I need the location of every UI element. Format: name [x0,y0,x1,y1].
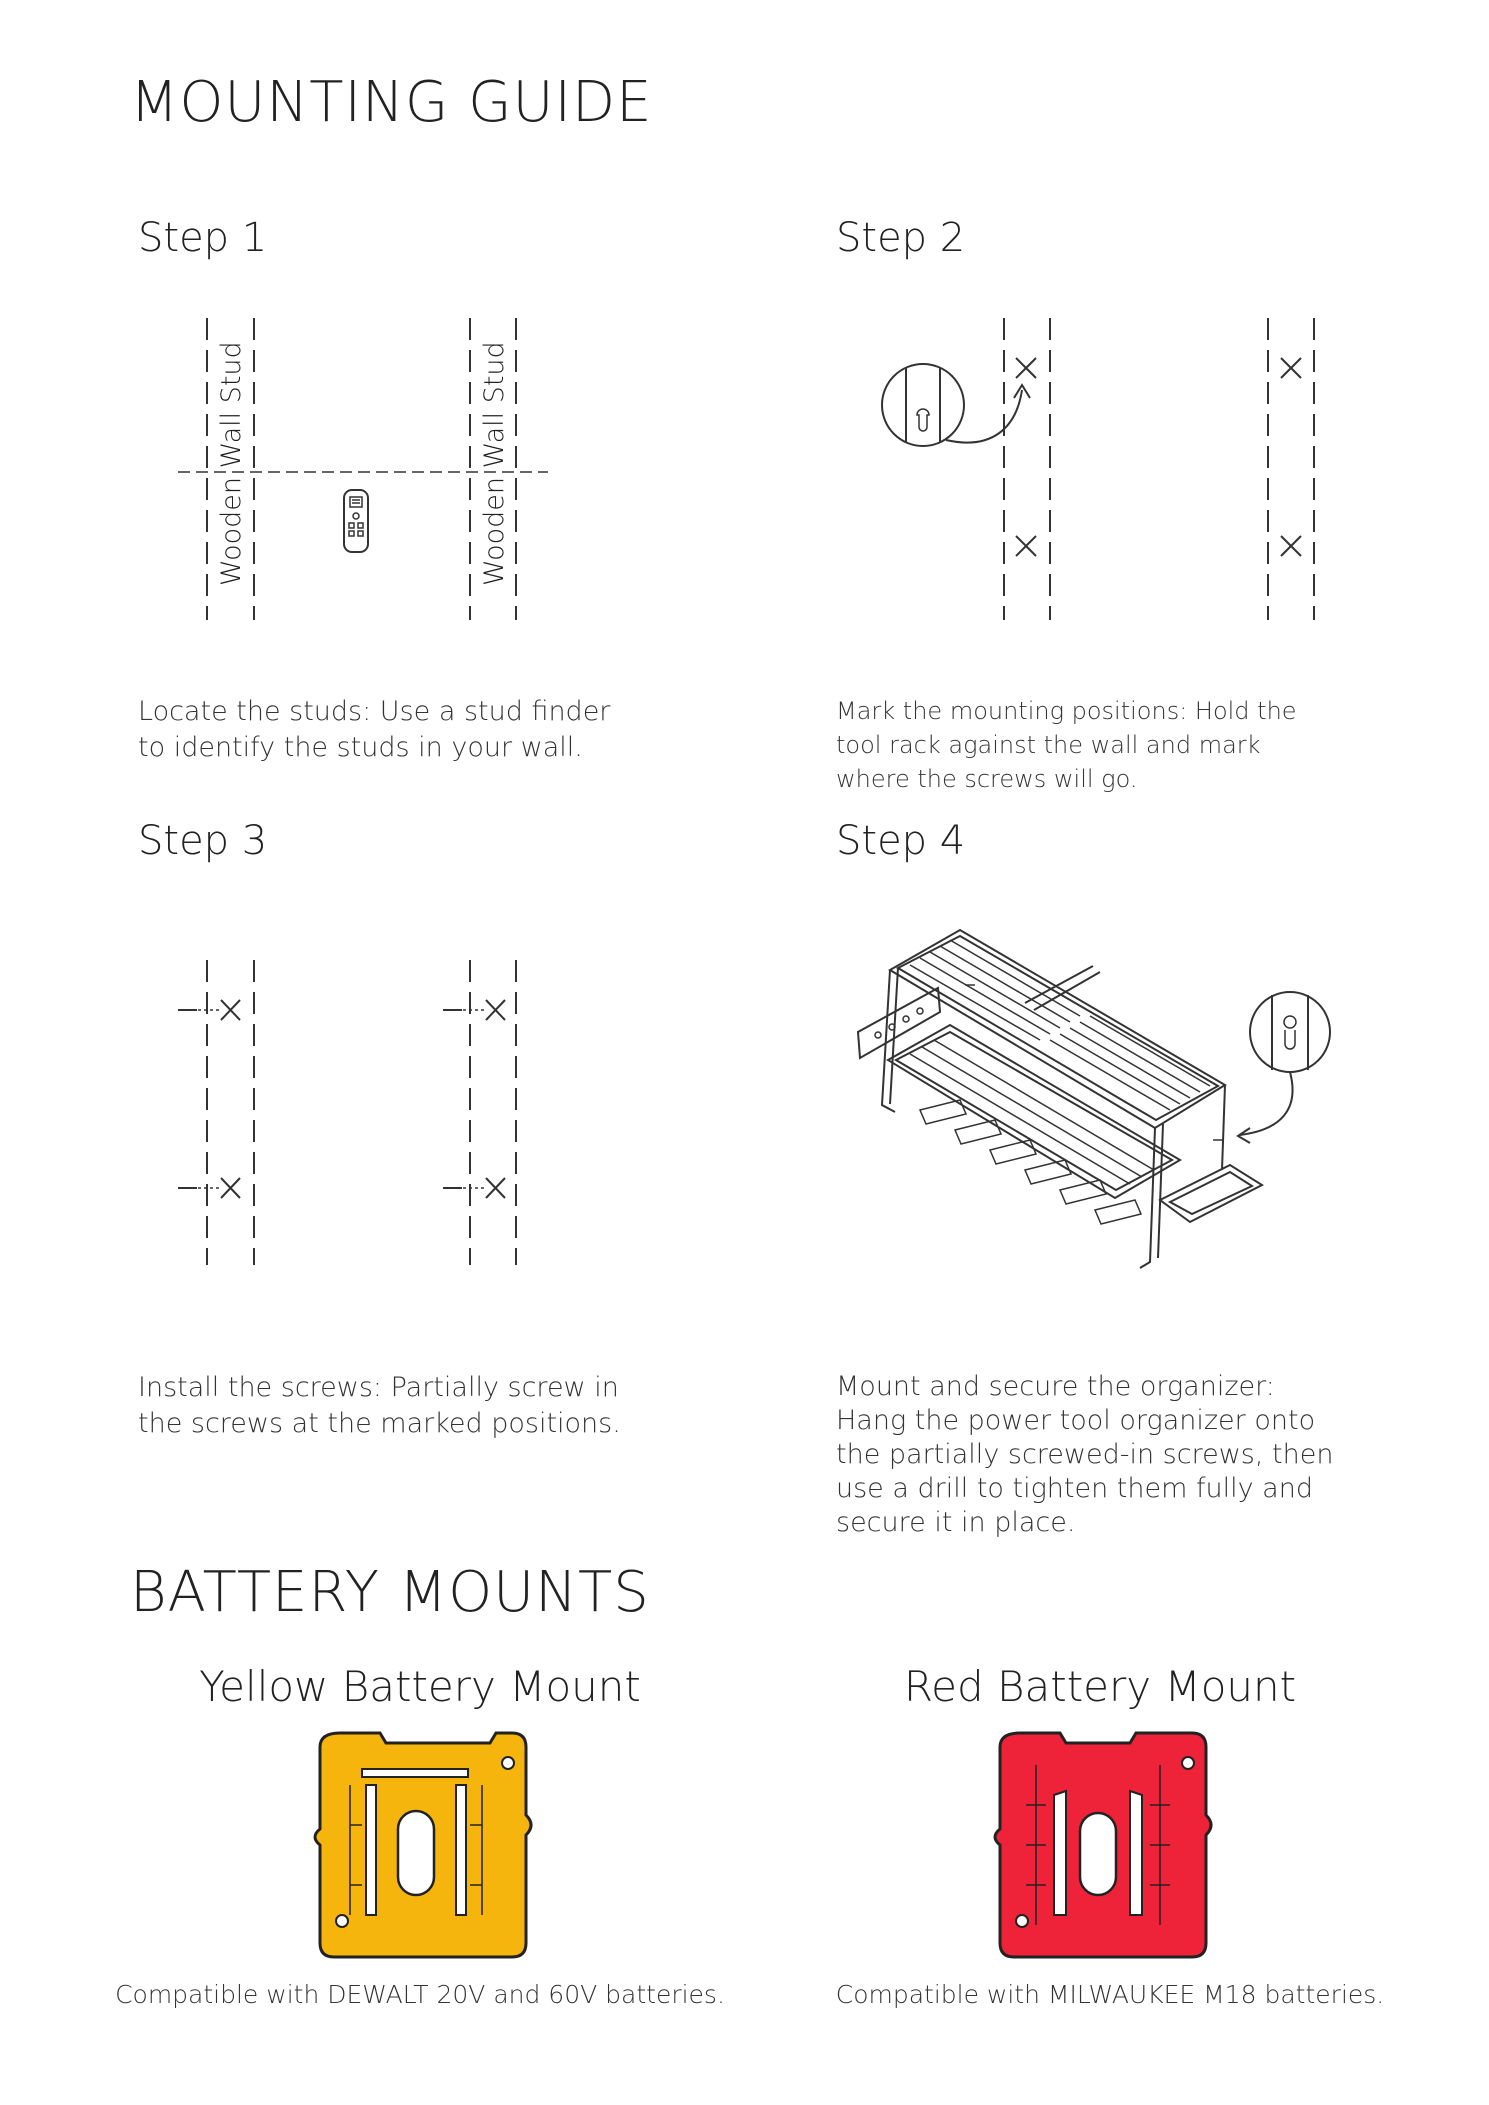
curved-arrow-icon [1238,1072,1293,1143]
step-4-description: Mount and secure the organizer: Hang the power tool organizer onto the partially screwed-in screws, then use a drill to tighten them fully and secure it in place. [836,1371,1334,1538]
step-3-title: Step 3 [138,818,268,864]
red-mount-title: Red Battery Mount [903,1662,1297,1711]
keyhole-icon [1250,992,1330,1072]
step-2-description: Mark the mounting positions: Hold the tool rack against the wall and mark where the screws will go. [836,697,1297,793]
red-battery-mount [980,1725,1220,1965]
red-mount-compat: Compatible with MILWAUKEE M18 batteries. [835,1980,1385,2009]
stud-label-2: Wooden Wall Stud [479,341,510,586]
step-4-title: Step 4 [836,818,966,864]
step-1-title: Step 1 [138,215,268,261]
yellow-battery-mount [300,1725,540,1965]
yellow-mount-title: Yellow Battery Mount [199,1662,641,1711]
yellow-mount-compat: Compatible with DEWALT 20V and 60V batteries. [115,1980,725,2009]
page-title: MOUNTING GUIDE [130,70,653,135]
battery-section-title: BATTERY MOUNTS [130,1560,650,1625]
step-1-description: Locate the studs: Use a stud finder to identify the studs in your wall. [138,696,611,763]
step-2-title: Step 2 [836,215,966,261]
step-3-description: Install the screws: Partially screw in the screws at the marked positions. [138,1372,621,1439]
stud-label-1: Wooden Wall Stud [216,341,247,586]
